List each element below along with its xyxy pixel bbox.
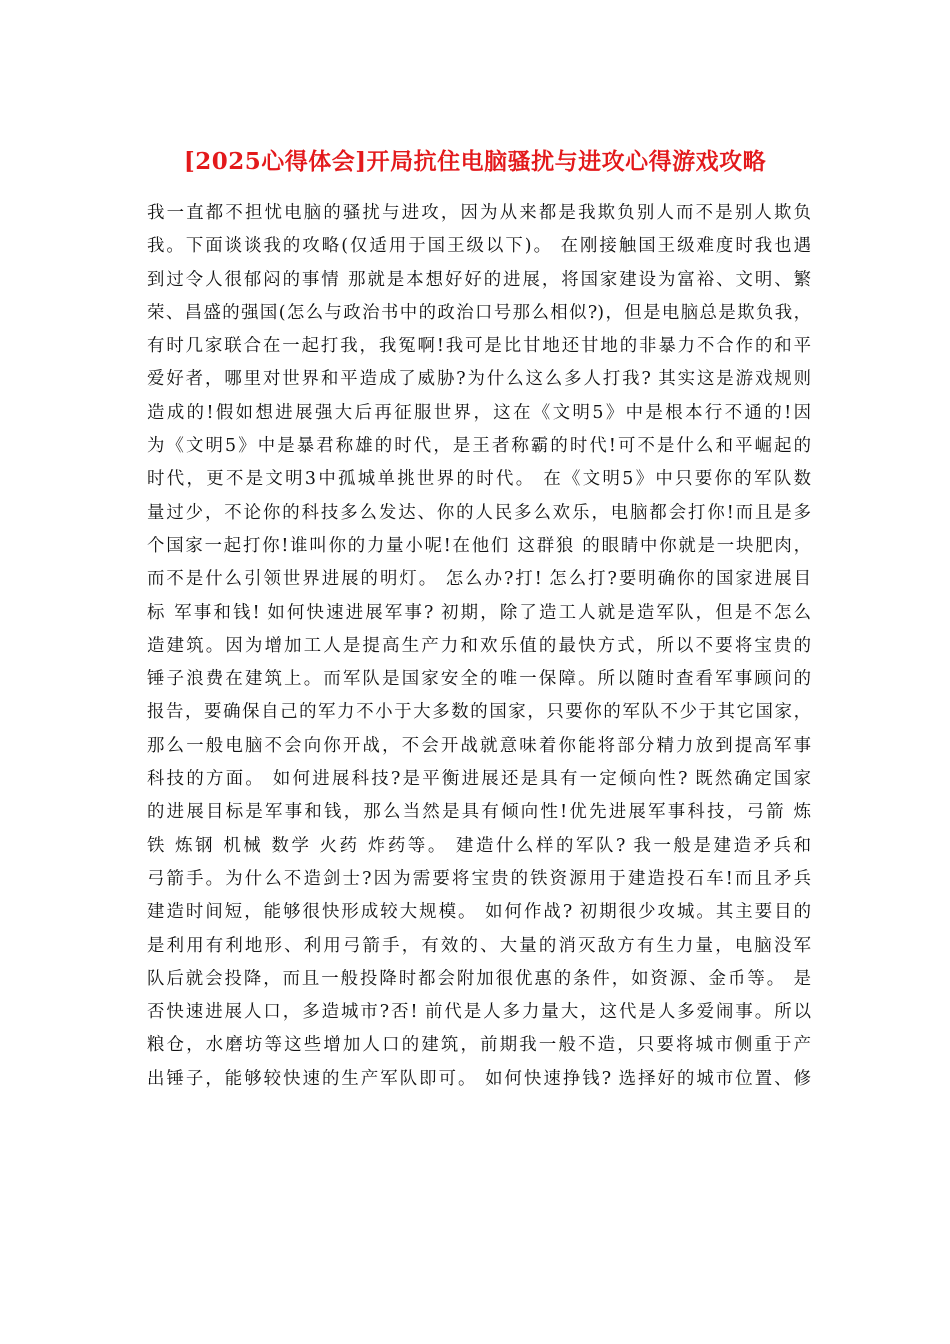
document-title: [2025心得体会]开局抗住电脑骚扰与进攻心得游戏攻略 xyxy=(183,148,767,175)
body-line: 爱好者，哪里对世界和平造成了威胁?为什么这么多人打我? 其实这是游戏规则 xyxy=(147,369,811,390)
body-line: 科技的方面。 如何进展科技?是平衡进展还是具有一定倾向性? 既然确定国家 xyxy=(147,769,811,790)
body-line: 到过令人很郁闷的事情 那就是本想好好的进展，将国家建设为富裕、文明、繁 xyxy=(147,269,811,290)
body-line: 铁 炼钢 机械 数学 火药 炸药等。 建造什么样的军队? 我一般是建造矛兵和 xyxy=(147,835,811,856)
body-line: 为《文明5》中是暴君称雄的时代，是王者称霸的时代!可不是什么和平崛起的 xyxy=(147,436,811,457)
body-line: 否快速进展人口，多造城市?否! 前代是人多力量大，这代是人多爱闹事。所以 xyxy=(147,1002,811,1023)
document-body xyxy=(147,197,811,1096)
body-line: 是利用有利地形、利用弓箭手，有效的、大量的消灭敌方有生力量，电脑没军 xyxy=(147,935,811,956)
body-line: 我。下面谈谈我的攻略(仅适用于国王级以下)。 在刚接触国王级难度时我也遇 xyxy=(147,236,811,257)
body-line: 时代，更不是文明3中孤城单挑世界的时代。 在《文明5》中只要你的军队数 xyxy=(147,469,811,490)
body-line: 个国家一起打你!谁叫你的力量小呢!在他们 这群狼 的眼睛中你就是一块肥肉， xyxy=(147,535,811,556)
body-line: 报告，要确保自己的军力不小于大多数的国家，只要你的军队不少于其它国家， xyxy=(147,702,811,723)
body-line: 锤子浪费在建筑上。而军队是国家安全的唯一保障。所以随时查看军事顾问的 xyxy=(147,669,811,690)
body-line: 造成的!假如想进展强大后再征服世界，这在《文明5》中是根本行不通的!因 xyxy=(147,402,811,423)
body-line: 粮仓，水磨坊等这些增加人口的建筑，前期我一般不造，只要将城市侧重于产 xyxy=(147,1035,811,1056)
body-line: 的进展目标是军事和钱，那么当然是具有倾向性!优先进展军事科技，弓箭 炼 xyxy=(147,802,811,823)
body-line: 我一直都不担忧电脑的骚扰与进攻，因为从来都是我欺负别人而不是别人欺负 xyxy=(147,203,811,223)
body-line: 而不是什么引领世界进展的明灯。 怎么办?打! 怎么打?要明确你的国家进展目 xyxy=(147,569,811,590)
body-line: 有时几家联合在一起打我，我冤啊!我可是比甘地还甘地的非暴力不合作的和平 xyxy=(147,336,811,357)
body-line: 量过少，不论你的科技多么发达、你的人民多么欢乐，电脑都会打你!而且是多 xyxy=(147,502,811,523)
body-line: 弓箭手。为什么不造剑士?因为需要将宝贵的铁资源用于建造投石车!而且矛兵 xyxy=(147,868,811,889)
body-line: 荣、昌盛的强国(怎么与政治书中的政治口号那么相似?)，但是电脑总是欺负我， xyxy=(147,302,811,323)
body-line: 建造时间短，能够很快形成较大规模。 如何作战? 初期很少攻城。其主要目的 xyxy=(147,902,811,923)
body-line: 标 军事和钱! 如何快速进展军事? 初期，除了造工人就是造军队，但是不怎么 xyxy=(147,602,811,623)
body-line: 出锤子，能够较快速的生产军队即可。 如何快速挣钱? 选择好的城市位置、修 xyxy=(147,1068,811,1089)
body-line: 那么一般电脑不会向你开战，不会开战就意味着你能将部分精力放到提高军事 xyxy=(147,735,811,756)
body-line: 造建筑。因为增加工人是提高生产力和欢乐值的最快方式，所以不要将宝贵的 xyxy=(147,635,811,656)
body-line: 队后就会投降，而且一般投降时都会附加很优惠的条件，如资源、金币等。 是 xyxy=(147,968,811,989)
